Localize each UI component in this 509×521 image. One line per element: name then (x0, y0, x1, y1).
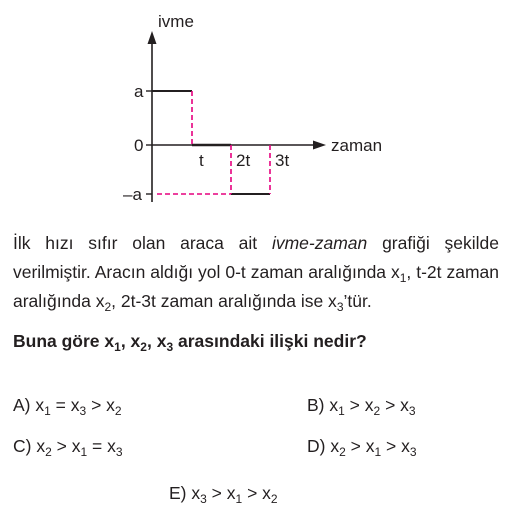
problem-statement: İlk hızı sıfır olan araca ait ivme-zaman grafiği şekilde verilmiştir. Aracın aldığı yol 0-t zaman aralığında $x_1$, t-2t zaman aralığında $x_2$, 2t-3t zaman aralığında ise $x_3’tür$. (13, 233, 499, 314)
x-label-t: t (199, 151, 204, 170)
option-b[interactable]: B) $x_1 > x_2 > x_3$ (307, 395, 416, 418)
option-e[interactable]: E) $x_3 > x_1 > x_2$ (169, 483, 278, 506)
acceleration-time-graph (0, 0, 509, 225)
option-a[interactable]: A) $x_1 = x_3 > x_2$ (13, 395, 122, 418)
x-axis-label: zaman (331, 136, 383, 155)
y-label-a: a (134, 82, 144, 101)
x-axis-arrow (313, 141, 326, 150)
option-c[interactable]: C) $x_2 > x_1 = x_3$ (13, 436, 123, 459)
option-d[interactable]: D) $x_2 > x_1 > x_3$ (307, 436, 417, 459)
graph-type: ivme-zaman (271, 233, 368, 253)
question-text: Buna göre $x_1$, $x_2$, $x_3$ arasındaki ilişki nedir? (13, 331, 367, 354)
y-axis-label: ivme (158, 12, 194, 31)
x-label-2t: 2t (236, 151, 251, 170)
y-label-zero: 0 (134, 136, 144, 155)
x-label-3t: 3t (275, 151, 290, 170)
y-axis-arrow (148, 31, 157, 44)
y-label-neg-a: –a (123, 185, 142, 204)
